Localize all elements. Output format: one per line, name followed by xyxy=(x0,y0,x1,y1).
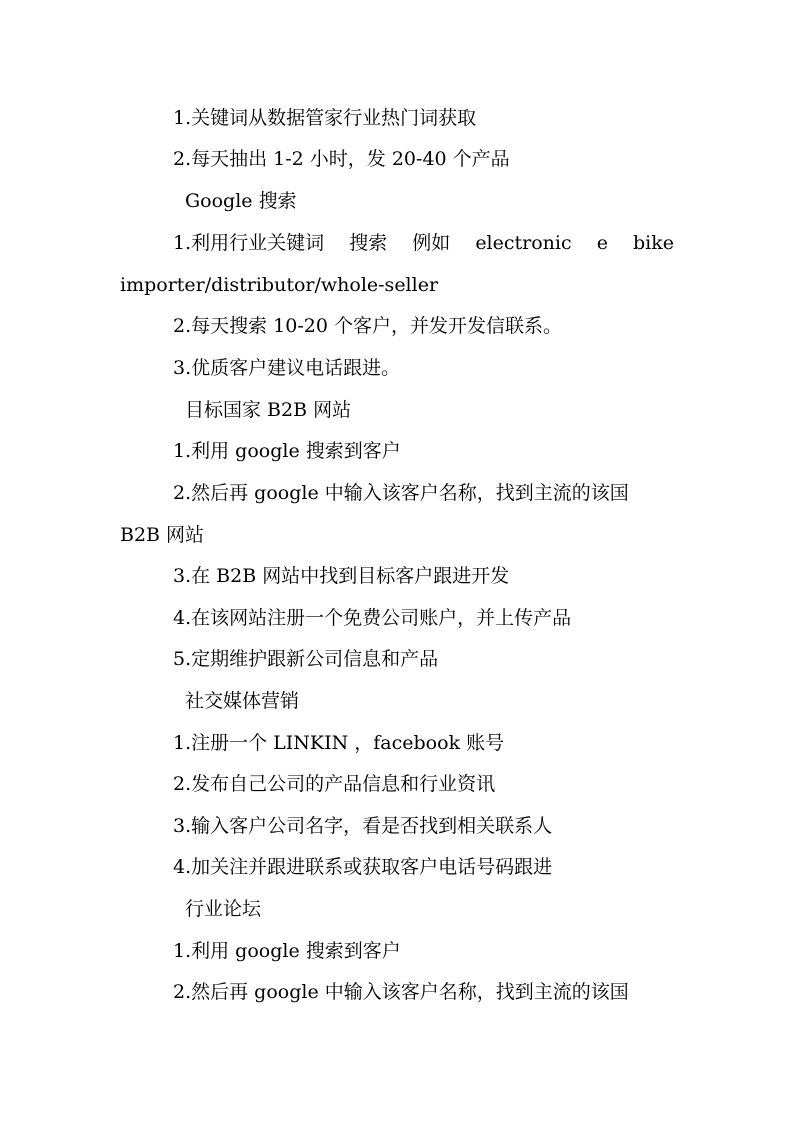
google-step-1-part-1: 1.利用行业关键词 xyxy=(173,232,325,254)
google-step-1-part-5: e xyxy=(596,232,608,254)
industry-forum-heading: 行业论坛 xyxy=(185,898,262,920)
target-b2b-step-4: 4.在该网站注册一个免费公司账户，并上传产品 xyxy=(173,607,572,629)
social-media-step-2: 2.发布自己公司的产品信息和行业资讯 xyxy=(173,773,496,795)
google-step-1-part-6: bike xyxy=(632,232,674,254)
target-b2b-step-5: 5.定期维护跟新公司信息和产品 xyxy=(173,648,439,670)
b2b-platform-step-2: 2.每天抽出 1-2 小时，发 20-40 个产品 xyxy=(173,148,510,170)
social-media-heading: 社交媒体营销 xyxy=(185,690,300,712)
industry-forum-step-2: 2.然后再 google 中输入该客户名称，找到主流的该国 xyxy=(173,981,629,1003)
google-step-1-part-3: 例如 xyxy=(412,232,451,254)
social-media-step-4: 4.加关注并跟进联系或获取客户电话号码跟进 xyxy=(173,856,553,878)
target-b2b-step-3: 3.在 B2B 网站中找到目标客户跟进开发 xyxy=(173,565,510,587)
google-search-heading: Google 搜索 xyxy=(185,190,297,212)
target-b2b-step-1: 1.利用 google 搜索到客户 xyxy=(173,440,401,462)
target-b2b-step-2: 2.然后再 google 中输入该客户名称，找到主流的该国 xyxy=(173,482,629,504)
google-search-step-1-continued: importer/distributor/whole-seller xyxy=(120,274,439,296)
target-country-b2b-heading: 目标国家 B2B 网站 xyxy=(185,399,352,421)
google-step-1-part-2: 搜索 xyxy=(349,232,388,254)
social-media-step-1: 1.注册一个 LINKIN ，facebook 账号 xyxy=(173,732,505,754)
google-search-step-1 xyxy=(173,230,674,256)
target-b2b-step-2-continued: B2B 网站 xyxy=(120,524,205,546)
google-search-step-2: 2.每天搜索 10-20 个客户，并发开发信联系。 xyxy=(173,315,562,337)
google-step-1-part-4: electronic xyxy=(475,232,572,254)
google-search-step-3: 3.优质客户建议电话跟进。 xyxy=(173,357,401,379)
social-media-step-3: 3.输入客户公司名字，看是否找到相关联系人 xyxy=(173,815,553,837)
b2b-platform-step-1: 1.关键词从数据管家行业热门词获取 xyxy=(173,107,477,129)
industry-forum-step-1: 1.利用 google 搜索到客户 xyxy=(173,940,401,962)
